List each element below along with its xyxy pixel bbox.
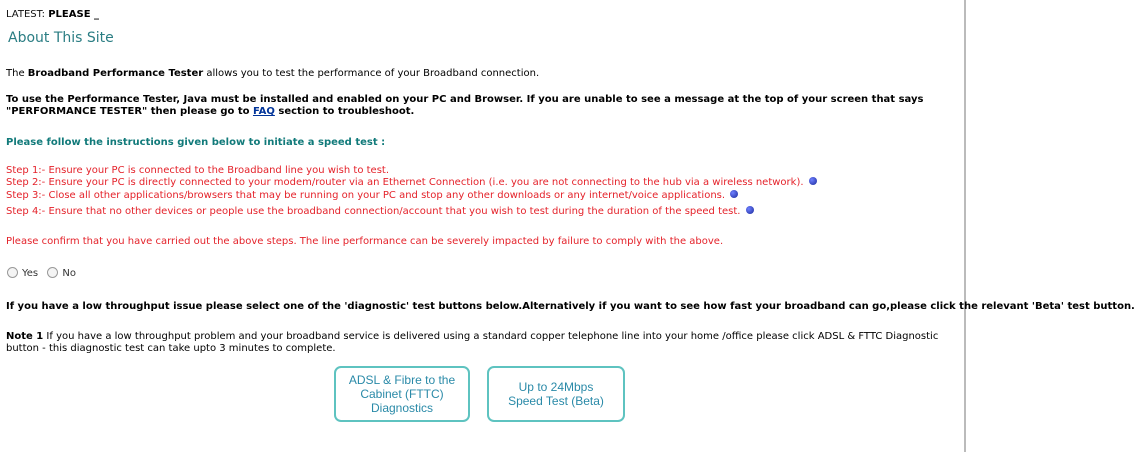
intro-product-name: Broadband Performance Tester (27, 68, 204, 79)
step-2 (6, 177, 817, 189)
speed-test-beta-button[interactable] (487, 366, 625, 422)
intro-rest: allows you to test the performance of your Broadband connection. (203, 68, 540, 79)
info-icon[interactable] (730, 190, 738, 198)
java-notice (6, 94, 946, 118)
java-notice-after: section to troubleshoot. (274, 106, 415, 117)
step-3-text: Step 3:- Close all other applications/browsers that may be running on your PC and stop any other downloads or any internet/voice applications. (6, 190, 726, 201)
throughput-text: If you have a low throughput issue please select one of the 'diagnostic' test buttons below.Alternatively if you want to see how fast your broadband can go,please click the relevant 'Beta' test button. (6, 301, 1135, 312)
step-1-text: Step 1:- Ensure your PC is connected to the Broadband line you wish to test. (6, 165, 390, 176)
latest-label: LATEST: (6, 9, 46, 20)
info-icon[interactable] (746, 206, 754, 214)
note-label: Note 1 (6, 331, 44, 342)
no-radio[interactable] (47, 267, 58, 278)
step-3 (6, 190, 738, 202)
latest-value: PLEASE _ (48, 9, 100, 20)
step-4-text: Step 4:- Ensure that no other devices or people use the broadband connection/account that you wish to test during the duration of the speed test. (6, 206, 741, 217)
adsl-fttc-diagnostics-button[interactable] (334, 366, 470, 422)
step-4 (6, 206, 754, 218)
note-text (6, 331, 956, 355)
instructions-heading: Please follow the instructions given below to initiate a speed test : (6, 137, 386, 148)
info-icon[interactable] (809, 177, 817, 185)
step-2-text: Step 2:- Ensure your PC is directly connected to your modem/router via an Ethernet Connection (i.e. you are not connecting to the hub via a wireless network). (6, 177, 804, 188)
yes-label: Yes (22, 267, 39, 279)
page-title: About This Site (8, 30, 114, 46)
no-label: No (62, 267, 76, 279)
confirm-radio-group (7, 267, 82, 279)
note-body: If you have a low throughput problem and your broadband service is delivered using a standard copper telephone line into your home /office please click ADSL & FTTC Diagnostic button - this diagnostic test can take upto 3 minutes to complete. (6, 331, 939, 354)
adsl-fttc-diagnostics-label: ADSL & Fibre to the Cabinet (FTTC) Diagnostics (348, 373, 456, 415)
speed-test-beta-label: Up to 24Mbps Speed Test (Beta) (508, 380, 604, 408)
faq-link[interactable]: FAQ (252, 106, 275, 117)
java-notice-text: To use the Performance Tester, Java must be installed and enabled on your PC and Browser. If you are unable to see a message at the top of your screen that says "PERFORMANCE TESTER" then please go to (6, 94, 924, 117)
step-1 (6, 165, 389, 177)
intro-text: The Broadband Performance Tester allows you to test the performance of your Broadband connection. (6, 68, 540, 79)
confirm-text: Please confirm that you have carried out the above steps. The line performance can be severely impacted by failure to comply with the above. (6, 236, 724, 247)
latest-ticker (6, 9, 99, 20)
yes-radio[interactable] (7, 267, 18, 278)
